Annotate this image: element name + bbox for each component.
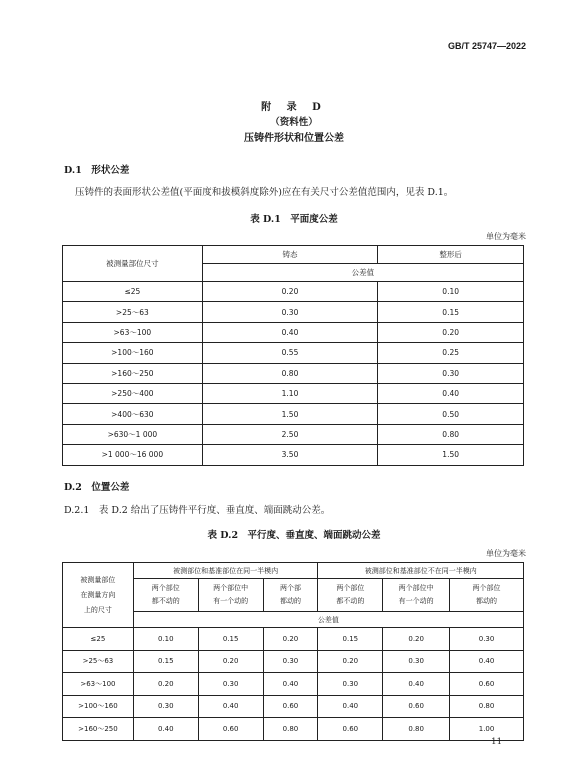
table-d1-cell-shaped: 0.25	[378, 343, 524, 363]
table-row	[63, 695, 524, 718]
section-d2-item: D.2.1 表 D.2 给出了压铸件平行度、垂直度、端面跳动公差。	[64, 505, 331, 516]
table-d1-cell-size: >400～630	[63, 404, 203, 424]
standard-number: GB/T 25747—2022	[447, 41, 526, 51]
table-d2-cell-size: >160～250	[63, 718, 134, 741]
table-d1-cell-size: ≤25	[63, 282, 203, 302]
table-d1-cell-ascast: 2.50	[202, 424, 378, 444]
table-d2-cell-size: >63～100	[63, 673, 134, 696]
table-d2-cell-value: 0.20	[318, 650, 383, 673]
table-row	[63, 282, 524, 302]
table-d2-cell-value: 0.40	[383, 673, 450, 696]
table-row	[63, 363, 524, 383]
table-d2-subheader: 两个部位 都不动的	[318, 579, 383, 612]
table-d2-unit: 单位为毫米	[486, 549, 526, 558]
table-row	[63, 628, 524, 651]
table-d2-cell-value: 1.00	[450, 718, 524, 741]
table-d1-cell-shaped: 0.40	[378, 383, 524, 403]
table-d1-cell-ascast: 0.40	[202, 322, 378, 342]
table-row	[63, 445, 524, 465]
table-d1-cell-size: >1 000～16 000	[63, 445, 203, 465]
table-d2-cell-value: 0.80	[263, 718, 318, 741]
table-d2-cell-value: 0.40	[318, 695, 383, 718]
table-d2-cell-value: 0.80	[383, 718, 450, 741]
table-d2-group-diff: 被测部位和基准部位不在同一半模内	[318, 563, 524, 579]
table-d1	[62, 245, 524, 466]
table-d2-cell-size: ≤25	[63, 628, 134, 651]
table-d2-cell-value: 0.40	[263, 673, 318, 696]
table-d1-cell-shaped: 0.20	[378, 322, 524, 342]
table-d2-group-same: 被测部位和基准部位在同一半模内	[133, 563, 318, 579]
appendix-type: （资料性）	[270, 117, 318, 128]
table-d1-cell-size: >63～100	[63, 322, 203, 342]
table-d2-cell-size: >25～63	[63, 650, 134, 673]
table-d2-cell-value: 0.40	[198, 695, 263, 718]
table-d2-cell-value: 0.30	[450, 628, 524, 651]
table-d2-cell-value: 0.40	[450, 650, 524, 673]
table-d2-cell-value: 0.30	[133, 695, 198, 718]
table-d1-header-size: 被测量部位尺寸	[63, 246, 203, 282]
table-d2-caption: 表 D.2 平行度、垂直度、端面跳动公差	[207, 530, 381, 541]
table-d1-cell-ascast: 1.50	[202, 404, 378, 424]
table-row	[63, 650, 524, 673]
table-d1-header-ascast: 铸态	[202, 246, 378, 264]
table-row	[63, 718, 524, 741]
table-d2-cell-value: 0.15	[198, 628, 263, 651]
appendix-subtitle: 压铸件形状和位置公差	[244, 133, 344, 144]
table-d2-cell-value: 0.20	[198, 650, 263, 673]
table-d1-cell-ascast: 0.80	[202, 363, 378, 383]
table-d1-cell-ascast: 3.50	[202, 445, 378, 465]
table-d1-cell-shaped: 1.50	[378, 445, 524, 465]
table-row	[63, 322, 524, 342]
table-row	[63, 404, 524, 424]
table-row	[63, 424, 524, 444]
table-d1-cell-ascast: 0.55	[202, 343, 378, 363]
table-row	[63, 302, 524, 322]
appendix-title: 附 录 D	[261, 102, 327, 113]
table-d2-cell-value: 0.10	[133, 628, 198, 651]
table-d2-cell-value: 0.60	[318, 718, 383, 741]
table-d2-subheader: 两个部位中 有一个动的	[198, 579, 263, 612]
table-row	[63, 673, 524, 696]
table-d2-cell-value: 0.60	[263, 695, 318, 718]
table-d2-cell-value: 0.20	[133, 673, 198, 696]
table-d2	[62, 562, 524, 741]
table-d2-cell-value: 0.15	[318, 628, 383, 651]
table-d2-cell-value: 0.30	[198, 673, 263, 696]
table-d2-subheader: 两个部位中 有一个动的	[383, 579, 450, 612]
table-d1-cell-ascast: 1.10	[202, 383, 378, 403]
table-d1-cell-size: >25～63	[63, 302, 203, 322]
table-d2-cell-value: 0.60	[198, 718, 263, 741]
table-d2-cell-value: 0.60	[450, 673, 524, 696]
table-d2-tol-label: 公差值	[133, 612, 523, 628]
table-d2-cell-value: 0.15	[133, 650, 198, 673]
table-d1-cell-shaped: 0.15	[378, 302, 524, 322]
table-d2-subheader: 两个部 都动的	[263, 579, 318, 612]
table-d2-cell-value: 0.40	[133, 718, 198, 741]
table-d1-cell-size: >100～160	[63, 343, 203, 363]
section-d2-heading: D.2 位置公差	[64, 482, 130, 493]
table-d1-cell-size: >630～1 000	[63, 424, 203, 444]
page-number: 11	[491, 737, 502, 747]
table-d2-cell-value: 0.30	[383, 650, 450, 673]
table-d1-header-tol: 公差值	[202, 264, 523, 282]
section-d1-text: 压铸件的表面形状公差值(平面度和拔模斜度除外)应在有关尺寸公差值范围内，见表 D.1。	[75, 187, 454, 198]
section-d1-heading: D.1 形状公差	[64, 165, 130, 176]
table-d1-cell-shaped: 0.80	[378, 424, 524, 444]
table-d1-header-shaped: 整形后	[378, 246, 524, 264]
table-d2-cell-size: >100～160	[63, 695, 134, 718]
table-d2-cell-value: 0.60	[383, 695, 450, 718]
table-d2-subheader: 两个部位 都动的	[450, 579, 524, 612]
table-d1-cell-size: >160～250	[63, 363, 203, 383]
table-d2-cell-value: 0.20	[263, 628, 318, 651]
table-row	[63, 383, 524, 403]
table-d1-cell-ascast: 0.30	[202, 302, 378, 322]
table-row	[63, 343, 524, 363]
table-d2-subheader: 两个部位 都不动的	[133, 579, 198, 612]
table-d1-cell-size: >250～400	[63, 383, 203, 403]
table-d1-cell-shaped: 0.50	[378, 404, 524, 424]
table-d2-cell-value: 0.30	[263, 650, 318, 673]
table-d2-cell-value: 0.20	[383, 628, 450, 651]
table-d1-cell-ascast: 0.20	[202, 282, 378, 302]
table-d2-cell-value: 0.80	[450, 695, 524, 718]
table-d2-cell-value: 0.30	[318, 673, 383, 696]
table-d1-unit: 单位为毫米	[486, 232, 526, 241]
table-d2-row-header: 被测量部位 在测量方向 上的尺寸	[63, 563, 134, 628]
table-d1-cell-shaped: 0.10	[378, 282, 524, 302]
table-d1-caption: 表 D.1 平面度公差	[250, 214, 338, 225]
table-d1-cell-shaped: 0.30	[378, 363, 524, 383]
